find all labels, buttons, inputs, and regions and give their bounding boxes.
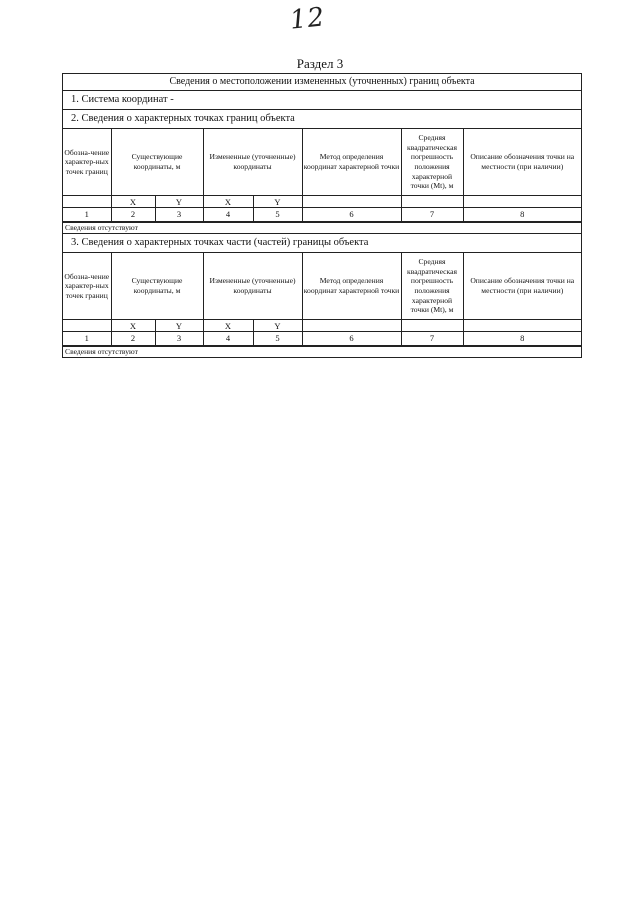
axis-empty xyxy=(463,320,581,332)
column-number: 3 xyxy=(155,332,203,346)
header-description: Описание обозначения точки на местности (при наличии) xyxy=(463,129,581,196)
block2-number-row xyxy=(63,208,581,222)
column-number: 1 xyxy=(63,208,111,222)
section-title: Раздел 3 xyxy=(296,56,344,71)
column-number: 6 xyxy=(302,208,401,222)
axis-empty xyxy=(302,320,401,332)
axis-y: Y xyxy=(155,320,203,332)
column-number: 8 xyxy=(463,208,581,222)
header-changed-coordinates: Измененные (уточненные) координаты xyxy=(203,253,302,320)
axis-empty xyxy=(63,196,111,208)
axis-empty xyxy=(63,320,111,332)
header-existing-coordinates: Существующие координаты, м xyxy=(111,129,203,196)
coordinate-system-row: 1. Система координат - xyxy=(63,91,581,110)
block3-axes-row xyxy=(63,320,581,332)
column-number: 5 xyxy=(253,332,302,346)
block2-title: 2. Сведения о характерных точках границ объекта xyxy=(63,110,581,129)
axis-y: Y xyxy=(253,196,302,208)
axis-x: X xyxy=(111,320,155,332)
page-number: 12 xyxy=(288,2,327,36)
axis-x: X xyxy=(203,196,253,208)
frame-title: Сведения о местоположении измененных (уточненных) границ объекта xyxy=(63,74,581,91)
axis-y: Y xyxy=(253,320,302,332)
block3-title: 3. Сведения о характерных точках части (частей) границы объекта xyxy=(63,234,581,253)
column-number: 5 xyxy=(253,208,302,222)
block2-axes-row xyxy=(63,196,581,208)
column-number: 2 xyxy=(111,332,155,346)
block3-number-row xyxy=(63,332,581,346)
header-error: Средняя квадратическая погрешность положения характерной точки (Mt), м xyxy=(401,253,463,320)
axis-empty xyxy=(401,320,463,332)
axis-x: X xyxy=(203,320,253,332)
column-number: 2 xyxy=(111,208,155,222)
axis-empty xyxy=(401,196,463,208)
block3-note: Сведения отсутствуют xyxy=(63,346,581,357)
column-number: 4 xyxy=(203,332,253,346)
block3-header-row xyxy=(63,253,581,320)
block2-points-table xyxy=(63,129,581,222)
header-method: Метод определения координат характерной точки xyxy=(302,253,401,320)
header-designation: Обозна-чение характер-ных точек границ xyxy=(63,253,111,320)
header-method: Метод определения координат характерной точки xyxy=(302,129,401,196)
block2-header-row xyxy=(63,129,581,196)
axis-empty xyxy=(302,196,401,208)
column-number: 3 xyxy=(155,208,203,222)
boundary-table xyxy=(62,73,582,358)
header-description: Описание обозначения точки на местности (при наличии) xyxy=(463,253,581,320)
axis-y: Y xyxy=(155,196,203,208)
column-number: 6 xyxy=(302,332,401,346)
column-number: 7 xyxy=(401,332,463,346)
axis-empty xyxy=(463,196,581,208)
header-changed-coordinates: Измененные (уточненные) координаты xyxy=(203,129,302,196)
axis-x: X xyxy=(111,196,155,208)
column-number: 8 xyxy=(463,332,581,346)
header-designation: Обозна-чение характер-ных точек границ xyxy=(63,129,111,196)
block2-note: Сведения отсутствуют xyxy=(63,222,581,234)
block3-points-table xyxy=(63,253,581,346)
column-number: 7 xyxy=(401,208,463,222)
column-number: 4 xyxy=(203,208,253,222)
header-existing-coordinates: Существующие координаты, м xyxy=(111,253,203,320)
header-error: Средняя квадратическая погрешность положения характерной точки (Mt), м xyxy=(401,129,463,196)
column-number: 1 xyxy=(63,332,111,346)
